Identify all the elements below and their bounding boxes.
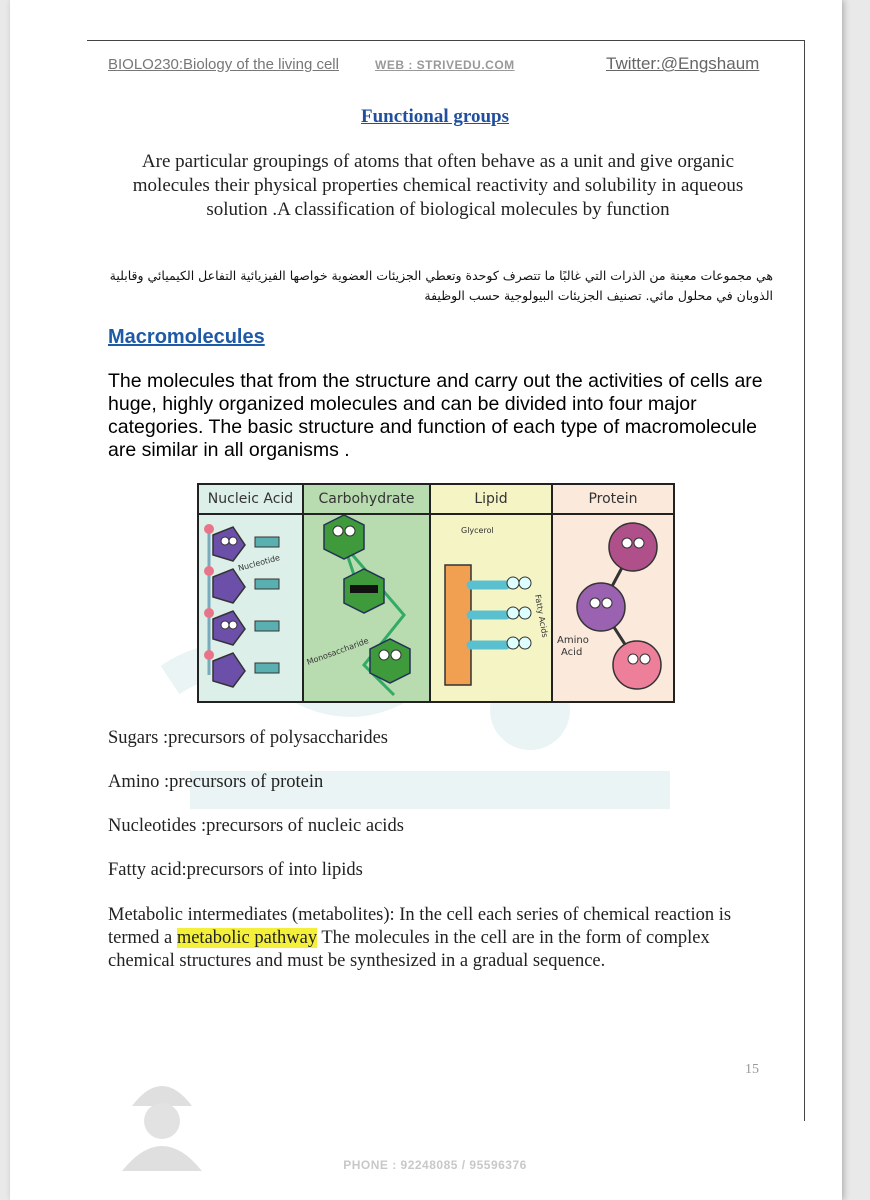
macromolecules-figure bbox=[197, 483, 675, 703]
panel-title-lipid: Lipid bbox=[431, 485, 551, 515]
arabic-translation: هي مجموعات معينة من الذرات التي غالبًا ما تتصرف كوحدة وتعطي الجزيئات العضوية خواصها الفيزيائية التفاعل الكيميائي وقابلية الذوبان في محلول مائي. تصنيف الجزيئات البيولوجية حسب الوظيفة bbox=[109, 268, 773, 303]
panel-protein bbox=[553, 485, 673, 701]
header-website[interactable]: WEB : STRIVEDU.COM bbox=[375, 58, 515, 72]
list-item-sugars: Sugars :precursors of polysaccharides bbox=[108, 728, 388, 748]
panel-nucleic-acid bbox=[199, 485, 304, 701]
label-amino: Amino bbox=[557, 635, 589, 646]
label-glycerol: Glycerol bbox=[461, 526, 494, 535]
macromolecules-paragraph: The molecules that from the structure and carry out the activities of cells are huge, highly organized molecules and can be divided into four major categories. The basic structure and function of each type of macromolecule are similar in all organisms . bbox=[108, 370, 763, 461]
protein-illustration bbox=[553, 515, 673, 701]
section-title-macromolecules: Macromolecules bbox=[108, 326, 265, 348]
header-twitter[interactable]: Twitter:@Engshaum bbox=[606, 54, 760, 73]
panel-carbohydrate bbox=[304, 485, 431, 701]
label-acid: Acid bbox=[561, 647, 583, 658]
list-item-fatty-acid: Fatty acid:precursors of into lipids bbox=[108, 860, 363, 880]
carbohydrate-illustration bbox=[304, 515, 429, 701]
panel-title-protein: Protein bbox=[553, 485, 673, 515]
page-number: 15 bbox=[745, 1062, 759, 1077]
metabolic-pathway-highlight: metabolic pathway bbox=[176, 928, 318, 948]
metabolic-text-after: The molecules in the cell are in the form of complex chemical structures and must be synthesized in a gradual sequence. bbox=[108, 928, 710, 971]
label-nucleotide: Nucleotide bbox=[237, 553, 281, 573]
panel-lipid bbox=[431, 485, 553, 701]
label-fatty-acids: Fatty Acids bbox=[533, 593, 550, 639]
lipid-illustration bbox=[431, 515, 551, 701]
metabolic-text-before: Metabolic intermediates (metabolites): In the cell each series of chemical reaction is termed a bbox=[108, 905, 732, 948]
panel-title-nucleic-acid: Nucleic Acid bbox=[199, 485, 302, 515]
list-item-nucleotides: Nucleotides :precursors of nucleic acids bbox=[108, 816, 404, 836]
section-title-functional-groups: Functional groups bbox=[361, 106, 509, 127]
nucleic-acid-illustration bbox=[199, 515, 302, 701]
footer-phone: PHONE : 92248085 / 95596376 bbox=[343, 1158, 527, 1172]
panel-title-carbohydrate: Carbohydrate bbox=[304, 485, 429, 515]
list-item-amino: Amino :precursors of protein bbox=[108, 772, 324, 792]
header-course-title: BIOLO230:Biology of the living cell bbox=[108, 56, 339, 73]
metabolic-intermediates-paragraph bbox=[108, 904, 778, 973]
functional-groups-definition: Are particular groupings of atoms that often behave as a unit and give organic molecules their physical properties chemical reactivity and solubility in aqueous solution .A classification of biological molecules by function bbox=[132, 151, 744, 220]
label-monosaccharide: Monosaccharide bbox=[305, 636, 370, 667]
